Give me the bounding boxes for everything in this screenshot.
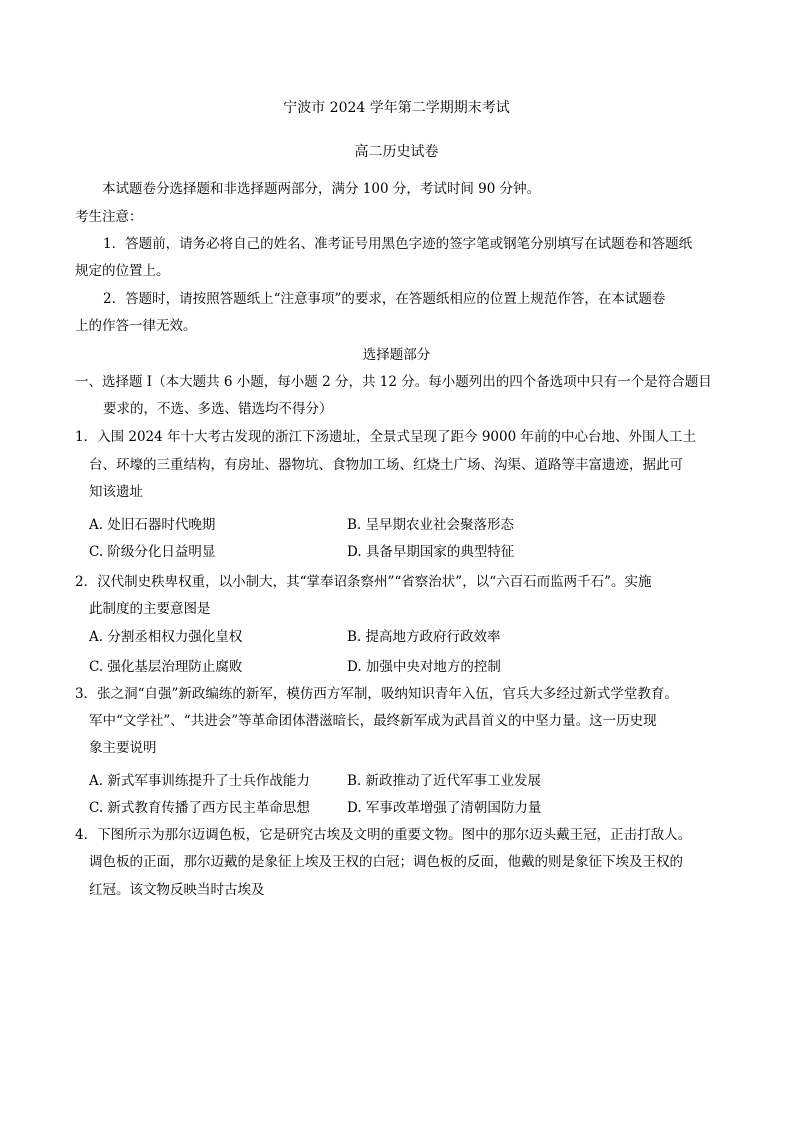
question-1-option-d[interactable]: D. 具备早期国家的典型特征 (347, 544, 515, 560)
intro-line: 本试题卷分选择题和非选择题两部分，满分 100 分，考试时间 90 分钟。 (102, 181, 541, 197)
notice-label: 考生注意： (75, 209, 143, 225)
question-3-line-2: 军中“文学社”、“共进会”等革命团体潜滋暗长，最终新军成为武昌首义的中坚力量。这一历史现 (89, 713, 657, 729)
question-1-line-3: 知该遗址 (89, 484, 143, 500)
question-3-option-c[interactable]: C. 新式教育传播了西方民主革命思想 (89, 800, 310, 816)
question-1-line-1: 1．入围 2024 年十大考古发现的浙江下汤遗址，全景式呈现了距今 9000 年前的中心台地、外围人工土 (75, 429, 696, 445)
section-heading: 选择题部分 (362, 347, 431, 363)
page-subtitle: 高二历史试卷 (354, 144, 439, 160)
page-title: 宁波市 2024 学年第二学期期末考试 (283, 100, 510, 116)
question-3-line-1: 3．张之洞“自强”新政编练的新军，模仿西方军制，吸纳知识青年入伍，官兵大多经过新式学堂教育。 (75, 686, 678, 702)
part-instruction-line-2: 要求的，不选、多选、错选均不得分） (103, 401, 333, 417)
question-2-line-2: 此制度的主要意图是 (89, 601, 211, 617)
question-2-option-d[interactable]: D. 加强中央对地方的控制 (347, 659, 501, 675)
question-4-line-1: 4．下图所示为那尔迈调色板，它是研究古埃及文明的重要文物。图中的那尔迈头戴王冠，正击打敌人。 (75, 827, 692, 843)
question-2-option-a[interactable]: A. 分割丞相权力强化皇权 (89, 629, 243, 645)
question-2-option-b[interactable]: B. 提高地方政府行政效率 (347, 629, 501, 645)
question-2-option-c[interactable]: C. 强化基层治理防止腐败 (89, 659, 243, 675)
question-1-option-c[interactable]: C. 阶级分化日益明显 (89, 544, 216, 560)
question-4-line-3: 红冠。该文物反映当时古埃及 (89, 882, 265, 898)
question-3-option-a[interactable]: A. 新式军事训练提升了士兵作战能力 (89, 773, 310, 789)
question-4-line-2: 调色板的正面，那尔迈戴的是象征上埃及王权的白冠；调色板的反面，他戴的则是象征下埃及王权的 (89, 854, 683, 870)
question-3-option-d[interactable]: D. 军事改革增强了清朝国防力量 (347, 800, 542, 816)
question-2-line-1: 2．汉代制史秩卑权重，以小制大，其“掌奉诏条察州”“省察治状”，以“六百石而监两千石”。实施 (75, 574, 652, 590)
notice-2-line-1: 2．答题时，请按照答题纸上“注意事项”的要求，在答题纸相应的位置上规范作答，在本试题卷 (103, 291, 666, 307)
question-1-option-a[interactable]: A. 处旧石器时代晚期 (89, 517, 216, 533)
question-3-line-3: 象主要说明 (89, 740, 157, 756)
part-instruction-line-1: 一、选择题 I（本大题共 6 小题，每小题 2 分，共 12 分。每小题列出的四个备选项中只有一个是符合题目 (75, 374, 712, 390)
question-3-option-b[interactable]: B. 新政推动了近代军事工业发展 (347, 773, 542, 789)
notice-1-line-2: 规定的位置上。 (75, 263, 170, 279)
question-1-line-2: 台、环壕的三重结构，有房址、器物坑、食物加工场、红烧土广场、沟渠、道路等丰富遗迹，据此可 (89, 457, 683, 473)
question-1-option-b[interactable]: B. 呈早期农业社会聚落形态 (347, 517, 515, 533)
notice-1-line-1: 1．答题前，请务必将自己的姓名、准考证号用黑色字迹的签字笔或钢笔分别填写在试题卷和答题纸 (103, 236, 693, 252)
notice-2-line-2: 上的作答一律无效。 (75, 318, 197, 334)
